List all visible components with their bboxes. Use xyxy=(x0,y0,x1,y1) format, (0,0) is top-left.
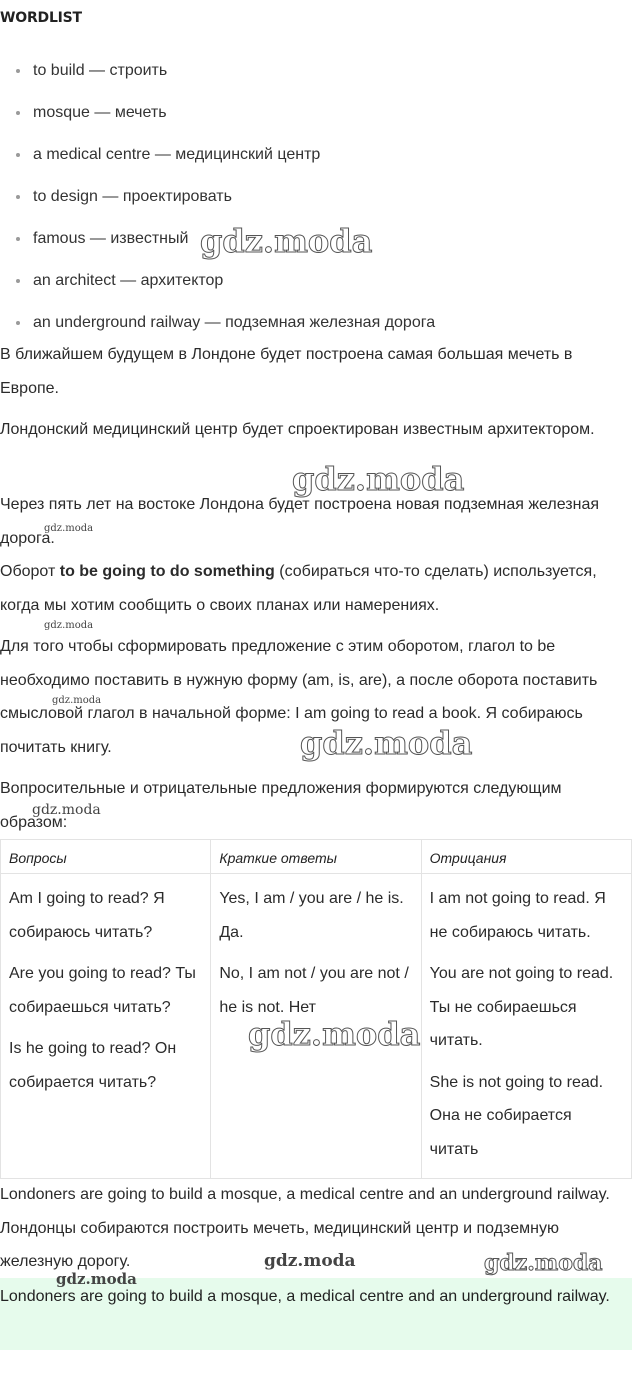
watermark: gdz.moda xyxy=(52,695,102,706)
paragraph-example: Londoners are going to build a mosque, a medical centre and an underground railway. Лондонцы собираются построить мечеть, медицинский центр и подземную железную дорогу. xyxy=(0,1186,610,1270)
column-header: Краткие ответы xyxy=(211,840,421,874)
bullet-icon xyxy=(16,237,20,241)
paragraph-railway: Через пять лет на востоке Лондона будет построена новая подземная железная дорога. xyxy=(0,496,600,547)
question-entry: Is he going to read? Он собирается читать? xyxy=(9,1040,177,1091)
paragraph-medical-centre: Лондонский медицинский центр будет спроектирован известным архитектором. xyxy=(0,421,595,438)
column-header: Вопросы xyxy=(1,840,211,874)
paragraph-going-to xyxy=(0,555,632,622)
answer-entry: No, I am not / you are not / he is not. Нет xyxy=(219,965,409,1016)
bold-phrase: to be going to do something xyxy=(59,563,275,580)
paragraph-formation: Для того чтобы сформировать предложение с этим оборотом, глагол to be необходимо поставить в нужную форму (am, is, are), а после оборота поставить смысловой глагол в начальной форме: I am going to read a book. Я собираюсь почитать книгу. xyxy=(0,638,598,756)
word-entry: to build — строить xyxy=(33,62,168,79)
bullet-icon xyxy=(16,69,20,73)
paragraph-mosque: В ближайшем будущем в Лондоне будет построена самая большая мечеть в Европе. xyxy=(0,346,573,397)
bullet-icon xyxy=(16,279,20,283)
question-entry: Am I going to read? Я собираюсь читать? xyxy=(9,890,165,941)
word-entry: an underground railway — подземная железная дорога xyxy=(33,314,436,331)
watermark: gdz.moda xyxy=(44,523,94,534)
watermark: gdz.moda xyxy=(200,222,373,260)
word-entry: famous — известный xyxy=(33,230,189,247)
watermark: gdz.moda xyxy=(44,620,94,631)
question-entry: Are you going to read? Ты собираешься читать? xyxy=(9,965,196,1016)
watermark: gdz.moda xyxy=(264,1251,356,1271)
negation-entry: You are not going to read. Ты не собираешься читать. xyxy=(429,965,614,1049)
wordlist-heading: WORDLIST xyxy=(0,10,82,26)
watermark: gdz.moda xyxy=(300,724,473,762)
negations-cell xyxy=(421,874,631,1179)
bullet-icon xyxy=(16,195,20,199)
word-entry: mosque — мечеть xyxy=(33,104,167,121)
answer-box xyxy=(0,1278,632,1350)
negation-entry: She is not going to read. Она не собирается читать xyxy=(429,1073,604,1158)
word-entry: an architect — архитектор xyxy=(33,272,224,289)
bullet-icon xyxy=(16,153,20,157)
watermark: gdz.moda xyxy=(248,1015,421,1053)
list-item xyxy=(0,92,632,134)
text-run: Оборот xyxy=(0,563,60,580)
list-item xyxy=(0,50,632,92)
word-entry: to design — проектировать xyxy=(33,188,232,205)
questions-cell xyxy=(1,874,211,1179)
text-run: (собираться что-то сделать) используется, когда мы хотим сообщить о своих планах или намерениях. xyxy=(0,563,597,614)
bullet-icon xyxy=(16,111,20,115)
watermark: gdz.moda xyxy=(56,1270,137,1288)
list-item xyxy=(0,134,632,176)
column-header: Отрицания xyxy=(421,840,631,874)
watermark: gdz.moda xyxy=(292,460,465,498)
list-item xyxy=(0,260,632,302)
wordlist xyxy=(0,50,632,344)
watermark: gdz.moda xyxy=(32,802,101,818)
watermark: gdz.moda xyxy=(484,1250,603,1276)
bullet-icon xyxy=(16,321,20,325)
list-item xyxy=(0,176,632,218)
negation-entry: I am not going to read. Я не собираюсь читать. xyxy=(429,890,606,941)
table-header-row xyxy=(1,840,632,874)
answer-entry: Yes, I am / you are / he is. Да. xyxy=(219,890,404,941)
paragraph-questions-intro: Вопросительные и отрицательные предложения формируются следующим образом: xyxy=(0,780,562,831)
grammar-table xyxy=(0,839,632,1179)
answer-text: Londoners are going to build a mosque, a medical centre and an underground railway. xyxy=(0,1288,610,1305)
word-entry: a medical centre — медицинский центр xyxy=(33,146,321,163)
